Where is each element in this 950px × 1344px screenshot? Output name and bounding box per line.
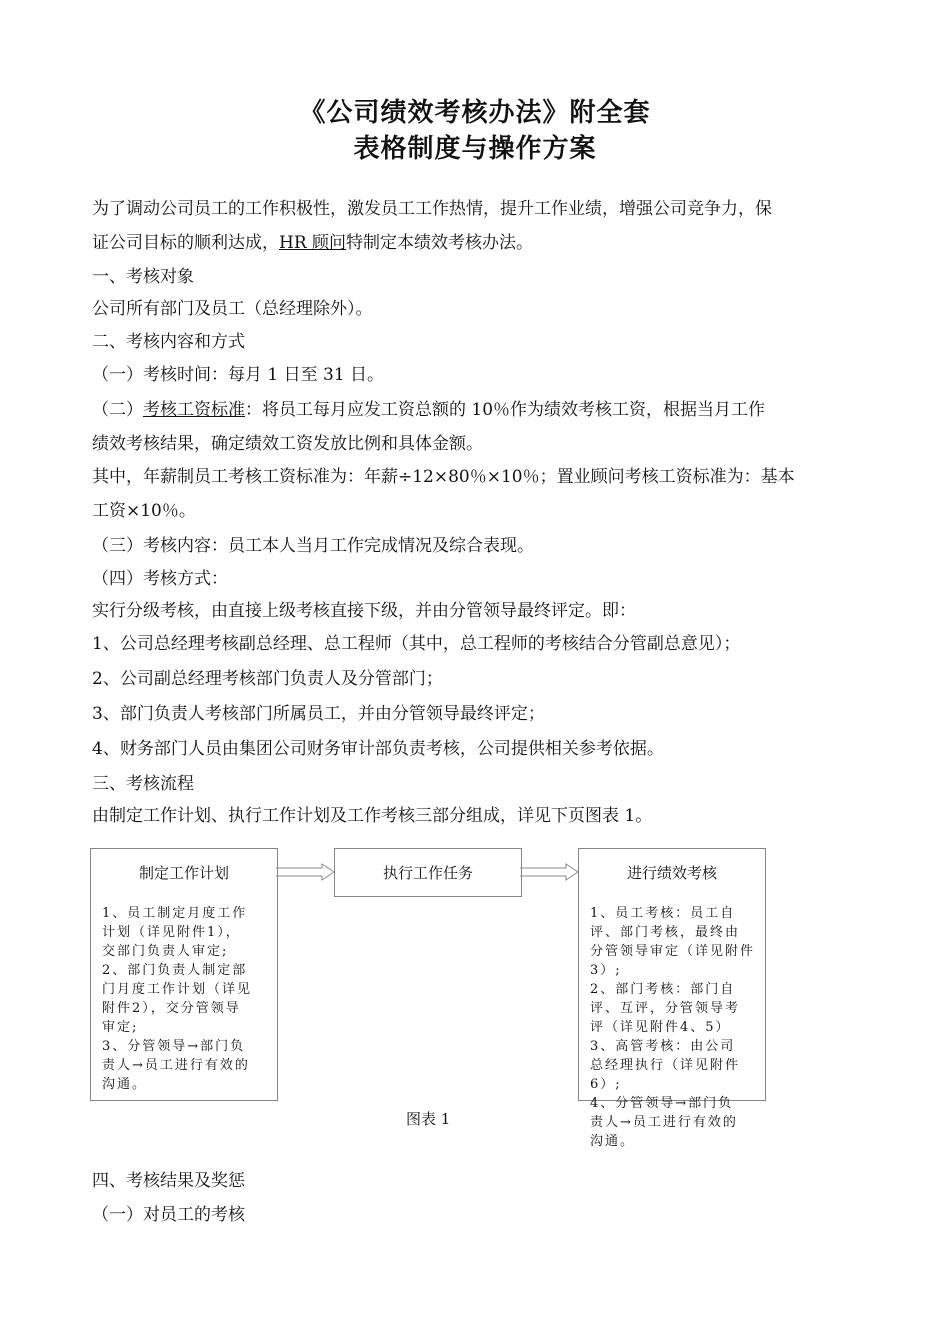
intro-line-2 [92, 226, 862, 260]
method-item: 4、财务部门人员由集团公司财务审计部负责考核，公司提供相关参考依据。 [92, 739, 664, 759]
document-title: 《公司绩效考核办法》附全套 [299, 98, 651, 128]
document-subtitle: 表格制度与操作方案 [353, 134, 597, 164]
salary-standard-text: ：将员工每月应发工资总额的 10％作为绩效考核工资，根据当月工作 [245, 400, 766, 420]
section-1-text: 公司所有部门及员工（总经理除外）。 [92, 299, 373, 319]
arrow-right-icon [520, 862, 580, 882]
section-4-sub: （一）对员工的考核 [92, 1205, 245, 1225]
intro-text: 证公司目标的顺利达成， [92, 233, 279, 253]
method-item: 2、公司副总经理考核部门负责人及分管部门； [92, 669, 443, 689]
method-item: 3、部门负责人考核部门所属员工，并由分管领导最终评定； [92, 704, 545, 724]
salary-standard-link[interactable]: 考核工资标准 [143, 400, 245, 420]
section-3-text: 由制定工作计划、执行工作计划及工作考核三部分组成，详见下页图表 1。 [92, 806, 653, 826]
hr-consultant-link[interactable]: HR 顾问 [279, 233, 347, 253]
section-1-heading: 一、考核对象 [92, 267, 194, 287]
flow-evaluate-text: 1、员工考核：员工自 评、部门考核，最终由 分管领导审定（详见附件 3）; 2、部门考核：部门自 评、互评，分管领导考 评（详见附件4、5） 3、高管考核：由公司 总经理执行（详见附件 6）; 4、分管领导→部门负 责人→员工进行有效的 沟通。 [590, 906, 756, 1149]
flow-plan-text: 1、员工制定月度工作 计划（详见附件1）， 交部门负责人审定; 2、部门负责人制定部 门月度工作计划（详见 附件2），交分管领导 审定; 3、分管领导→部门负 责人→员工进行有效的 沟通。 [102, 906, 253, 1092]
salary-standard-line-3: 其中，年薪制员工考核工资标准为：年薪÷12×80％×10％；置业顾问考核工资标准为：基本 [92, 467, 795, 487]
section-2-heading: 二、考核内容和方式 [92, 332, 245, 352]
salary-standard-line-2: 绩效考核结果，确定绩效工资发放比例和具体金额。 [92, 434, 483, 454]
salary-standard-line-4: 工资×10％。 [92, 501, 196, 521]
assessment-time: （一）考核时间：每月 1 日至 31 日。 [92, 365, 385, 385]
flow-box-plan-header: 制定工作计划 [90, 848, 278, 897]
section-4-heading: 四、考核结果及奖惩 [92, 1171, 245, 1191]
assessment-method: （四）考核方式： [92, 569, 228, 589]
figure-caption: 图表 1 [406, 1110, 451, 1128]
arrow-right-icon [276, 862, 336, 882]
salary-standard-prefix: （二） [92, 400, 143, 420]
assessment-method-desc: 实行分级考核，由直接上级考核直接下级，并由分管领导最终评定。即： [92, 601, 636, 621]
flow-box-evaluate-header: 进行绩效考核 [578, 848, 766, 897]
method-item: 1、公司总经理考核副总经理、总工程师（其中，总工程师的考核结合分管副总意见）； [92, 634, 741, 654]
section-3-heading: 三、考核流程 [92, 774, 194, 794]
intro-line-1: 为了调动公司员工的工作积极性，激发员工工作热情，提升工作业绩，增强公司竞争力，保 [92, 199, 772, 219]
salary-standard-line-1 [92, 393, 862, 427]
flow-box-execute: 执行工作任务 [334, 848, 522, 897]
assessment-content: （三）考核内容：员工本人当月工作完成情况及综合表现。 [92, 536, 534, 556]
intro-text-end: 特制定本绩效考核办法。 [346, 233, 534, 253]
